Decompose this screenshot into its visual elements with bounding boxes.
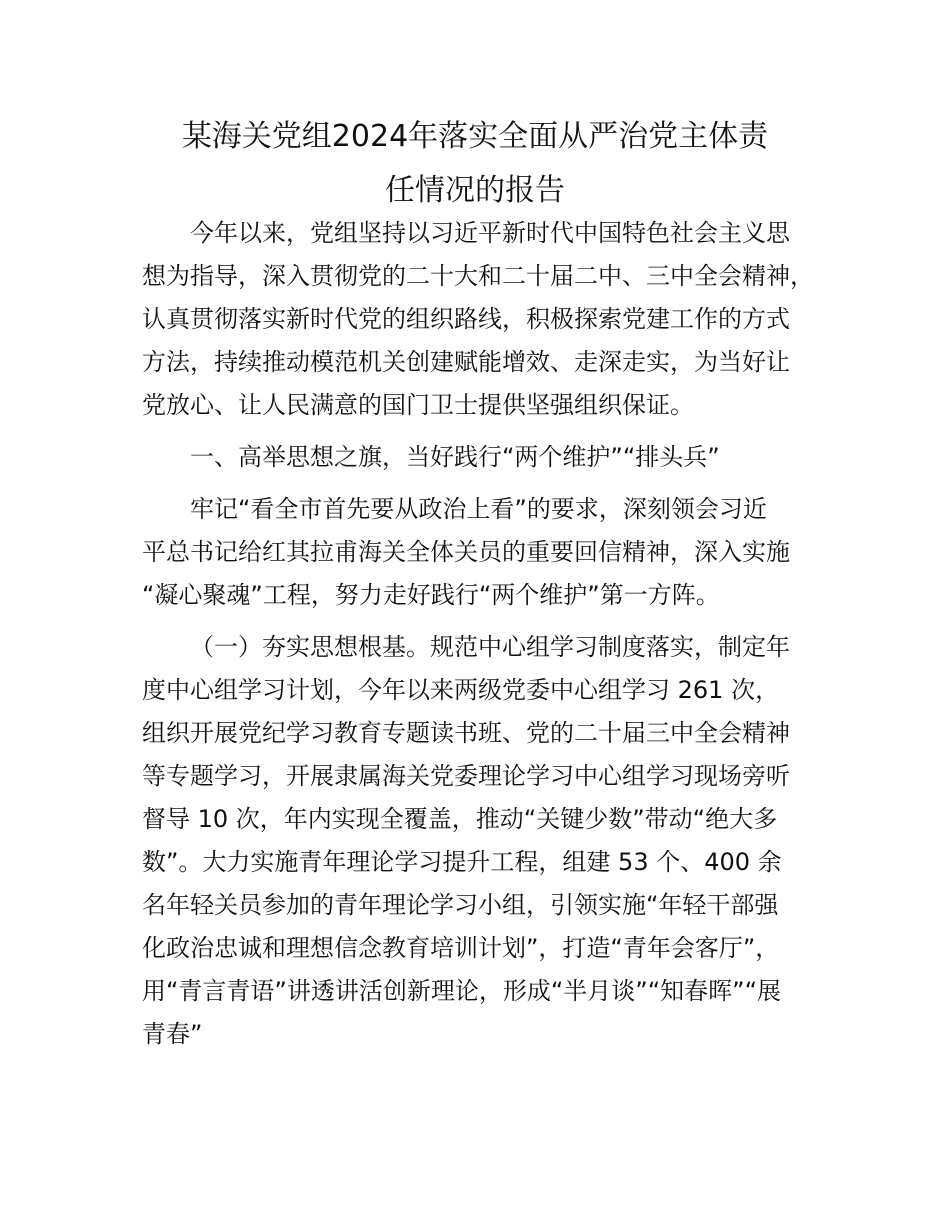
text-line: 度中心组学习计划，今年以来两级党委中心组学习 261 次， xyxy=(142,676,780,704)
title-line-2: 任情况的报告 xyxy=(385,173,565,208)
section-heading xyxy=(142,436,832,479)
text-line: 想为指导，深入贯彻党的二十大和二十届二中、三中全会精神， xyxy=(142,262,814,290)
text-line: 组织开展党纪学习教育专题读书班、党的二十届三中全会精神 xyxy=(142,719,790,747)
text-line: 党放心、让人民满意的国门卫士提供坚强组织保证。 xyxy=(142,391,694,419)
text-line: 认真贯彻落实新时代党的组织路线，积极探索党建工作的方式 xyxy=(142,305,790,333)
text-line: 化政治忠诚和理想信念教育培训计划”，打造“青年会客厅”， xyxy=(142,934,780,962)
title-line-1: 某海关党组2024年落实全面从严治党主体责 xyxy=(181,119,769,154)
text-line: 平总书记给红其拉甫海关全体关员的重要回信精神，深入实施 xyxy=(142,538,790,566)
paragraph-subsection-1 xyxy=(142,626,832,1056)
text-line: 牢记“看全市首先要从政治上看”的要求，深刻领会习近 xyxy=(190,495,767,523)
text-line: （一）夯实思想根基。规范中心组学习制度落实，制定年 xyxy=(190,633,790,661)
text-line: 用“青言青语”讲透讲活创新理论，形成“半月谈”“知春晖”“展 xyxy=(142,977,782,1005)
text-line: 今年以来，党组坚持以习近平新时代中国特色社会主义思 xyxy=(190,219,790,247)
text-line: 青春” xyxy=(142,1020,203,1048)
text-line: “凝心聚魂”工程，努力走好践行“两个维护”第一方阵。 xyxy=(142,581,720,609)
paragraph-intro xyxy=(142,212,832,427)
text-line: 一、高举思想之旗，当好践行“两个维护”“排头兵” xyxy=(190,443,720,471)
document-body xyxy=(142,212,832,1056)
document-title xyxy=(120,110,830,218)
text-line: 名年轻关员参加的青年理论学习小组，引领实施“年轻干部强 xyxy=(142,891,779,919)
text-line: 方法，持续推动模范机关创建赋能增效、走深走实，为当好让 xyxy=(142,348,790,376)
text-line: 督导 10 次，年内实现全覆盖，推动“关键少数”带动“绝大多 xyxy=(142,805,778,833)
paragraph-section-intro xyxy=(142,488,832,617)
text-line: 等专题学习，开展隶属海关党委理论学习中心组学习现场旁听 xyxy=(142,762,790,790)
text-line: 数”。大力实施青年理论学习提升工程，组建 53 个、400 余 xyxy=(142,848,782,876)
